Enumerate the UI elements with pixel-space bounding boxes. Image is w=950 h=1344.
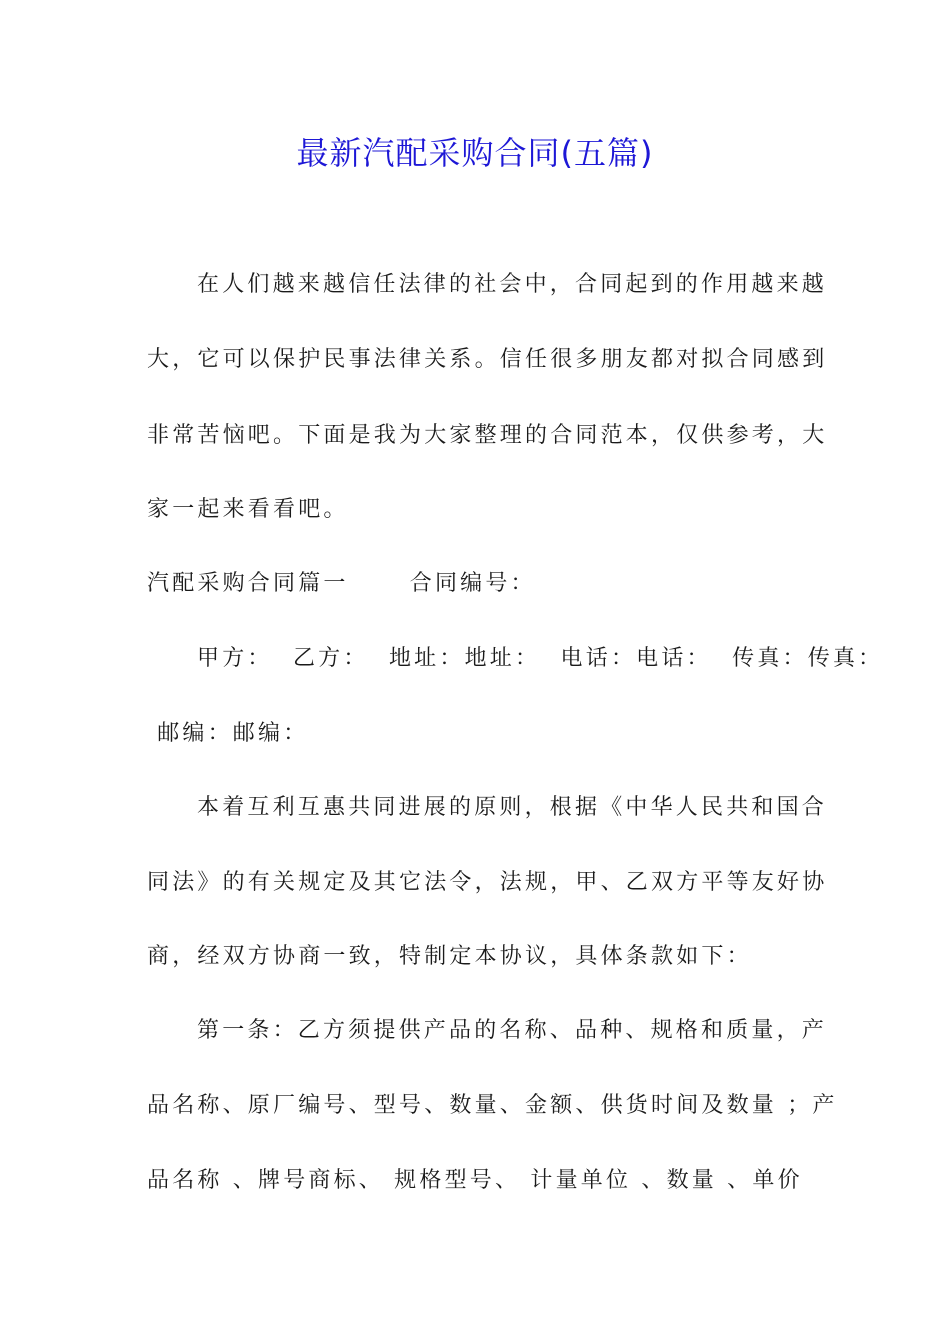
paragraph-line: 家一起来看看吧。	[147, 497, 349, 522]
section-heading: 汽配采购合同篇一 合同编号：	[147, 571, 536, 596]
paragraph-line: 商，经双方协商一致，特制定本协议，具体条款如下：	[147, 944, 752, 969]
paragraph-line: 非常苦恼吧。下面是我为大家整理的合同范本，仅供参考，大	[147, 423, 828, 448]
paragraph-line: 在人们越来越信任法律的社会中，合同起到的作用越来越	[197, 272, 828, 297]
paragraph-line: 同法》的有关规定及其它法令，法规，甲、乙双方平等友好协	[147, 870, 828, 895]
clause-line: 品名称 、牌号商标、 规格型号、 计量单位 、数量 、单价	[147, 1168, 803, 1193]
clause-line: 第一条：乙方须提供产品的名称、品种、规格和质量，产	[197, 1018, 828, 1043]
paragraph-line: 大，它可以保护民事法律关系。信任很多朋友都对拟合同感到	[147, 347, 828, 372]
clause-line: 品名称、原厂编号、型号、数量、金额、供货时间及数量 ；产	[147, 1093, 838, 1118]
paragraph-line: 本着互利互惠共同进展的原则，根据《中华人民共和国合	[197, 795, 828, 820]
parties-line: 甲方： 乙方： 地址：地址： 电话：电话： 传真：传真：	[197, 646, 884, 671]
parties-line: 邮编：邮编：	[147, 721, 309, 746]
document-title: 最新汽配采购合同(五篇)	[296, 134, 654, 172]
